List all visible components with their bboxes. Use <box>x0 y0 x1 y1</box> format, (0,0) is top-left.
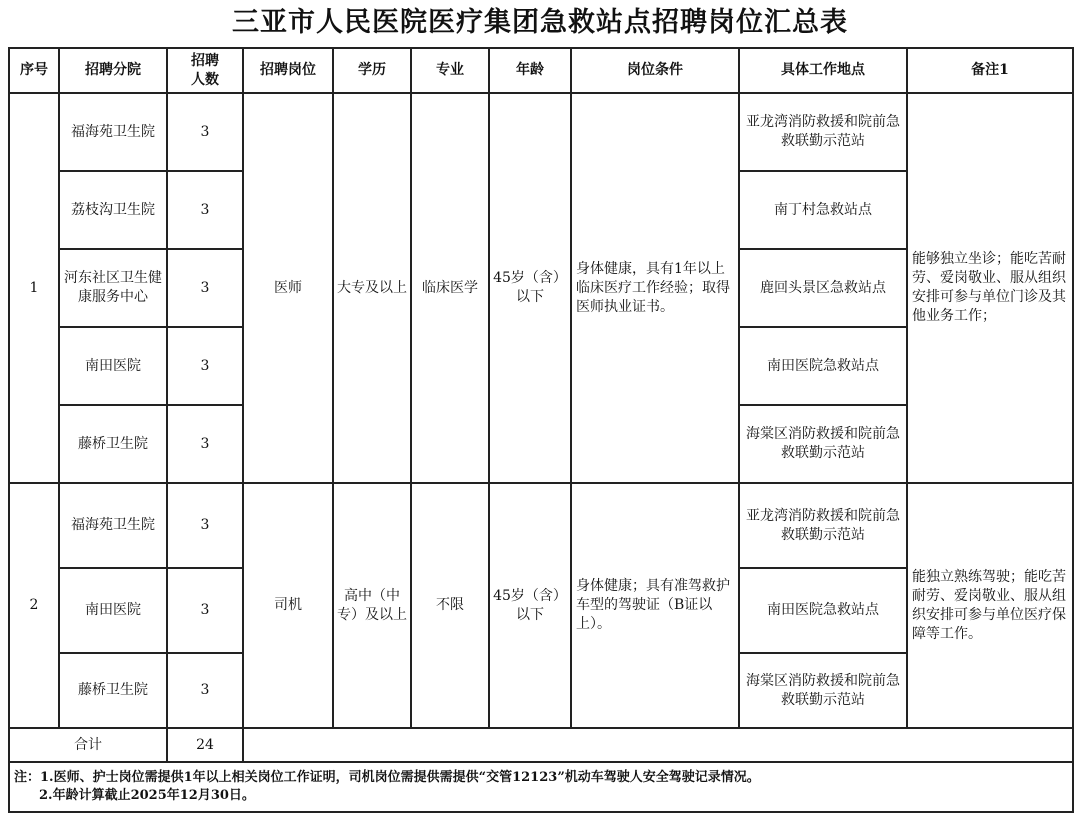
total-row <box>9 728 1073 762</box>
header-row <box>9 48 1073 93</box>
total-empty <box>243 728 1073 762</box>
branch-cell: 藤桥卫生院 <box>59 405 167 483</box>
count-cell: 3 <box>167 568 243 653</box>
location-cell: 南田医院急救站点 <box>739 568 907 653</box>
header-conditions: 岗位条件 <box>571 48 739 93</box>
location-cell: 海棠区消防救援和院前急救联勤示范站 <box>739 405 907 483</box>
count-cell: 3 <box>167 653 243 728</box>
total-count: 24 <box>167 728 243 762</box>
count-cell: 3 <box>167 249 243 327</box>
location-cell: 南丁村急救站点 <box>739 171 907 249</box>
header-position: 招聘岗位 <box>243 48 333 93</box>
branch-cell: 南田医院 <box>59 327 167 405</box>
position-cell: 医师 <box>243 93 333 483</box>
location-cell: 海棠区消防救援和院前急救联勤示范站 <box>739 653 907 728</box>
age-cell: 45岁（含）以下 <box>489 93 571 483</box>
education-cell: 高中（中专）及以上 <box>333 483 411 728</box>
major-cell: 临床医学 <box>411 93 489 483</box>
branch-cell: 福海苑卫生院 <box>59 93 167 171</box>
header-major: 专业 <box>411 48 489 93</box>
header-location: 具体工作地点 <box>739 48 907 93</box>
major-cell: 不限 <box>411 483 489 728</box>
page-title: 三亚市人民医院医疗集团急救站点招聘岗位汇总表 <box>232 7 848 38</box>
branch-cell: 福海苑卫生院 <box>59 483 167 568</box>
seq-cell: 1 <box>9 93 59 483</box>
seq-cell: 2 <box>9 483 59 728</box>
count-cell: 3 <box>167 483 243 568</box>
conditions-cell: 身体健康，具有1年以上临床医疗工作经验；取得医师执业证书。 <box>571 93 739 483</box>
header-count-line1: 招聘 <box>191 52 219 69</box>
branch-cell: 南田医院 <box>59 568 167 653</box>
count-cell: 3 <box>167 327 243 405</box>
table-row <box>9 483 1073 568</box>
branch-cell: 河东社区卫生健康服务中心 <box>59 249 167 327</box>
recruitment-table <box>8 47 1074 813</box>
location-cell: 亚龙湾消防救援和院前急救联勤示范站 <box>739 93 907 171</box>
count-cell: 3 <box>167 171 243 249</box>
remark-cell: 能够独立坐诊；能吃苦耐劳、爱岗敬业、服从组织安排可参与单位门诊及其他业务工作； <box>907 93 1073 483</box>
header-seq: 序号 <box>9 48 59 93</box>
education-cell: 大专及以上 <box>333 93 411 483</box>
conditions-cell: 身体健康；具有准驾救护车型的驾驶证（B证以上）。 <box>571 483 739 728</box>
note-line-2: 2.年龄计算截止2025年12月30日。 <box>39 788 255 803</box>
location-cell: 南田医院急救站点 <box>739 327 907 405</box>
header-age: 年龄 <box>489 48 571 93</box>
branch-cell: 荔枝沟卫生院 <box>59 171 167 249</box>
table-row <box>9 93 1073 171</box>
position-cell: 司机 <box>243 483 333 728</box>
notes-row <box>9 762 1073 812</box>
header-count-line2: 人数 <box>191 71 219 88</box>
header-count <box>167 48 243 93</box>
count-cell: 3 <box>167 405 243 483</box>
note-line-1: 注：1.医师、护士岗位需提供1年以上相关岗位工作证明，司机岗位需提供需提供“交管12123”机动车驾驶人安全驾驶记录情况。 <box>14 770 760 785</box>
notes-cell <box>9 762 1073 812</box>
header-education: 学历 <box>333 48 411 93</box>
header-branch: 招聘分院 <box>59 48 167 93</box>
total-label: 合计 <box>9 728 167 762</box>
count-cell: 3 <box>167 93 243 171</box>
branch-cell: 藤桥卫生院 <box>59 653 167 728</box>
remark-cell: 能独立熟练驾驶；能吃苦耐劳、爱岗敬业、服从组织安排可参与单位医疗保障等工作。 <box>907 483 1073 728</box>
header-remark: 备注1 <box>907 48 1073 93</box>
location-cell: 亚龙湾消防救援和院前急救联勤示范站 <box>739 483 907 568</box>
age-cell: 45岁（含）以下 <box>489 483 571 728</box>
location-cell: 鹿回头景区急救站点 <box>739 249 907 327</box>
